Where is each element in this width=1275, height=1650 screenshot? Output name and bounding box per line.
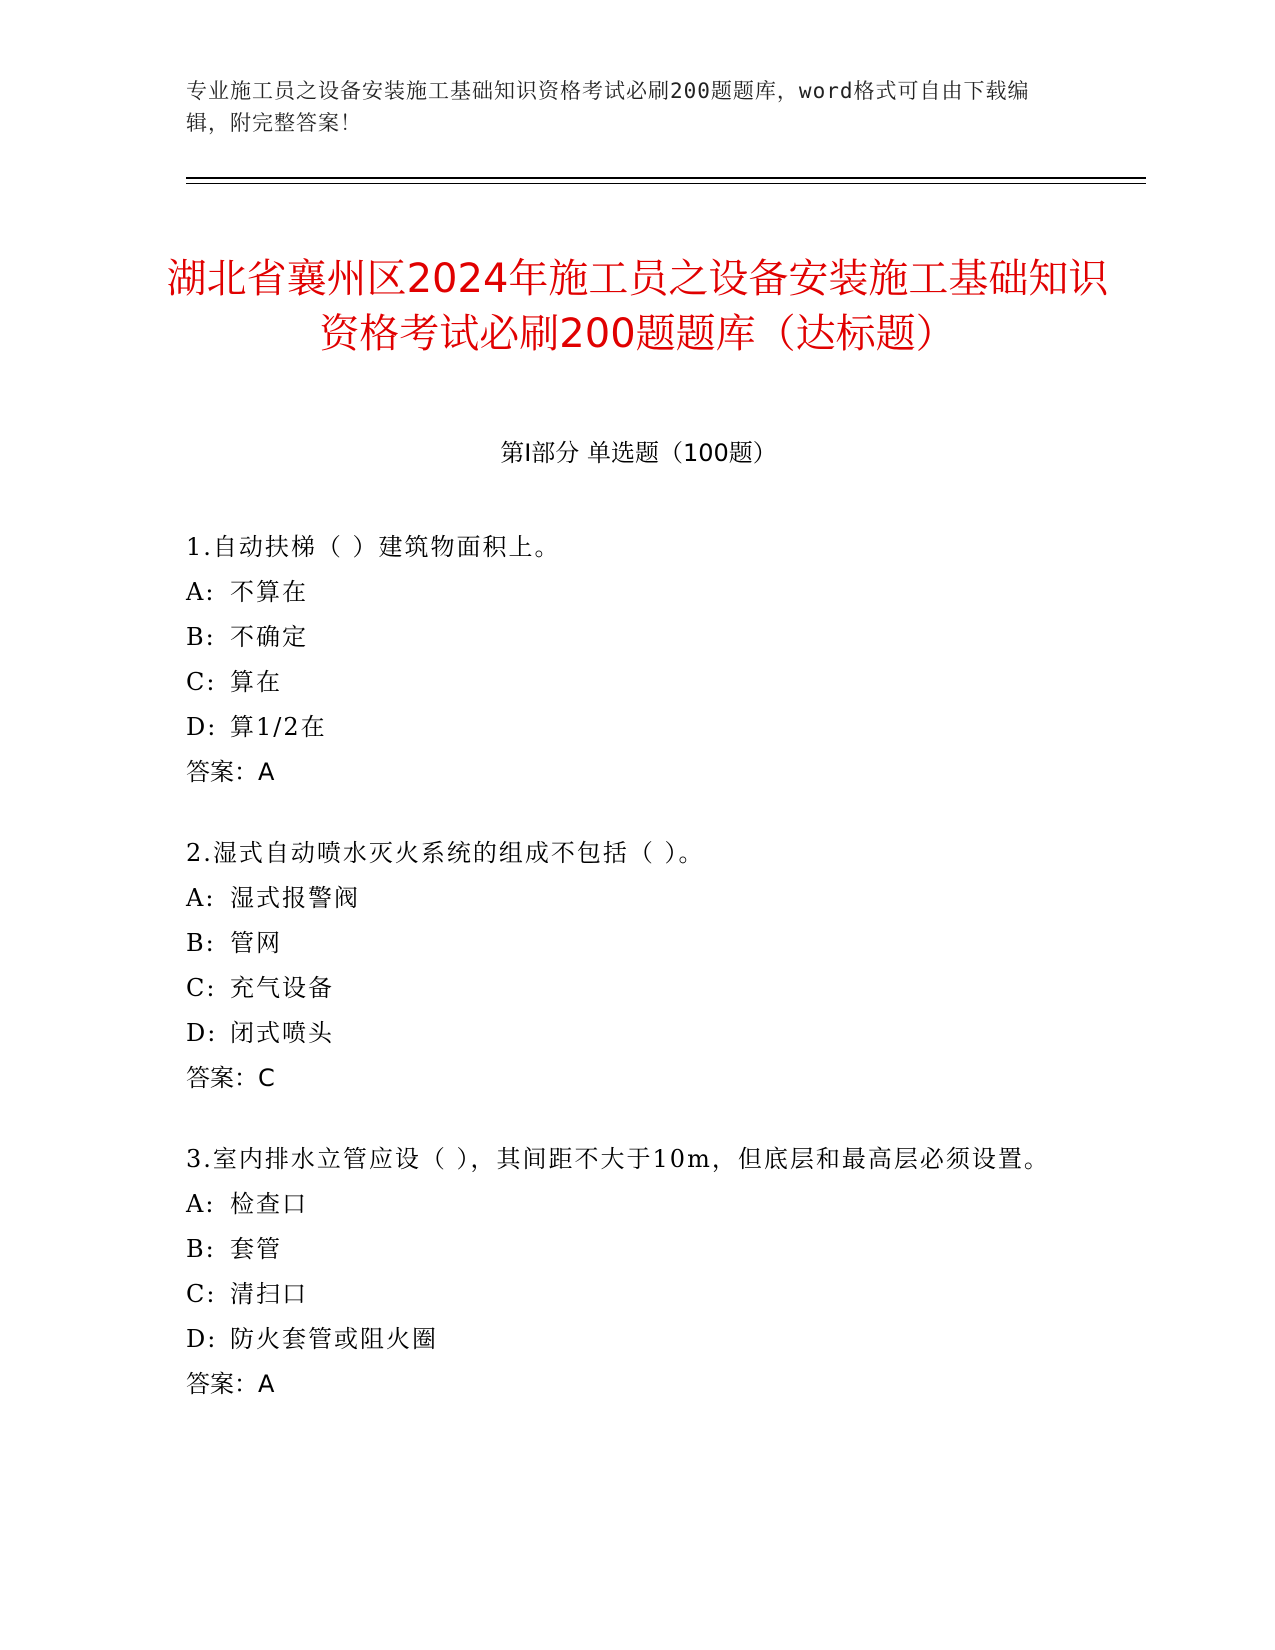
option-text: 套管 [230,1235,282,1263]
option-letter: B: [186,623,216,651]
option-text: 检查口 [230,1190,308,1218]
option-b [186,615,1066,660]
question-stem: 1.自动扶梯（ ）建筑物面积上。 [186,533,561,561]
option-text: 充气设备 [230,974,334,1002]
option-text: 不确定 [230,623,308,651]
option-a [186,1182,1066,1227]
option-d [186,705,1066,750]
option-letter: A: [186,1190,216,1218]
answer-line: 答案：A [186,1370,275,1398]
option-letter: D: [186,1019,218,1047]
option-d [186,1317,1066,1362]
option-text: 闭式喷头 [230,1019,334,1047]
option-d [186,1011,1066,1056]
question-list [186,525,1066,1443]
option-letter: A: [186,578,216,606]
answer-line: 答案：A [186,758,275,786]
option-letter: D: [186,1325,218,1353]
question-item [186,525,1066,795]
question-stem: 2.湿式自动喷水灭火系统的组成不包括（ ）。 [186,839,705,867]
answer-line: 答案：C [186,1064,275,1092]
header-note: 专业施工员之设备安装施工基础知识资格考试必刷200题题库，word格式可自由下载编辑，附完整答案！ [186,79,1030,135]
option-letter: B: [186,929,216,957]
option-letter: C: [186,1280,217,1308]
option-text: 防火套管或阻火圈 [230,1325,438,1353]
header-divider-thin [186,183,1146,184]
option-text: 不算在 [230,578,308,606]
option-text: 算1/2在 [230,713,327,741]
document-title: 湖北省襄州区2024年施工员之设备安装施工基础知识资格考试必刷200题题库（达标题） [166,255,1109,357]
option-text: 管网 [230,929,282,957]
header-divider-thick [186,177,1146,179]
option-text: 湿式报警阀 [230,884,360,912]
option-c [186,660,1066,705]
option-text: 清扫口 [230,1280,308,1308]
option-c [186,1272,1066,1317]
option-b [186,1227,1066,1272]
option-letter: C: [186,974,217,1002]
question-item [186,831,1066,1101]
option-letter: B: [186,1235,216,1263]
option-text: 算在 [230,668,282,696]
option-letter: A: [186,884,216,912]
question-item [186,1137,1066,1407]
option-a [186,876,1066,921]
option-a [186,570,1066,615]
option-letter: C: [186,668,217,696]
option-letter: D: [186,713,218,741]
option-c [186,966,1066,1011]
question-stem: 3.室内排水立管应设（ ），其间距不大于10m，但底层和最高层必须设置。 [186,1145,1050,1173]
option-b [186,921,1066,966]
section-heading: 第I部分 单选题（100题） [500,439,777,467]
